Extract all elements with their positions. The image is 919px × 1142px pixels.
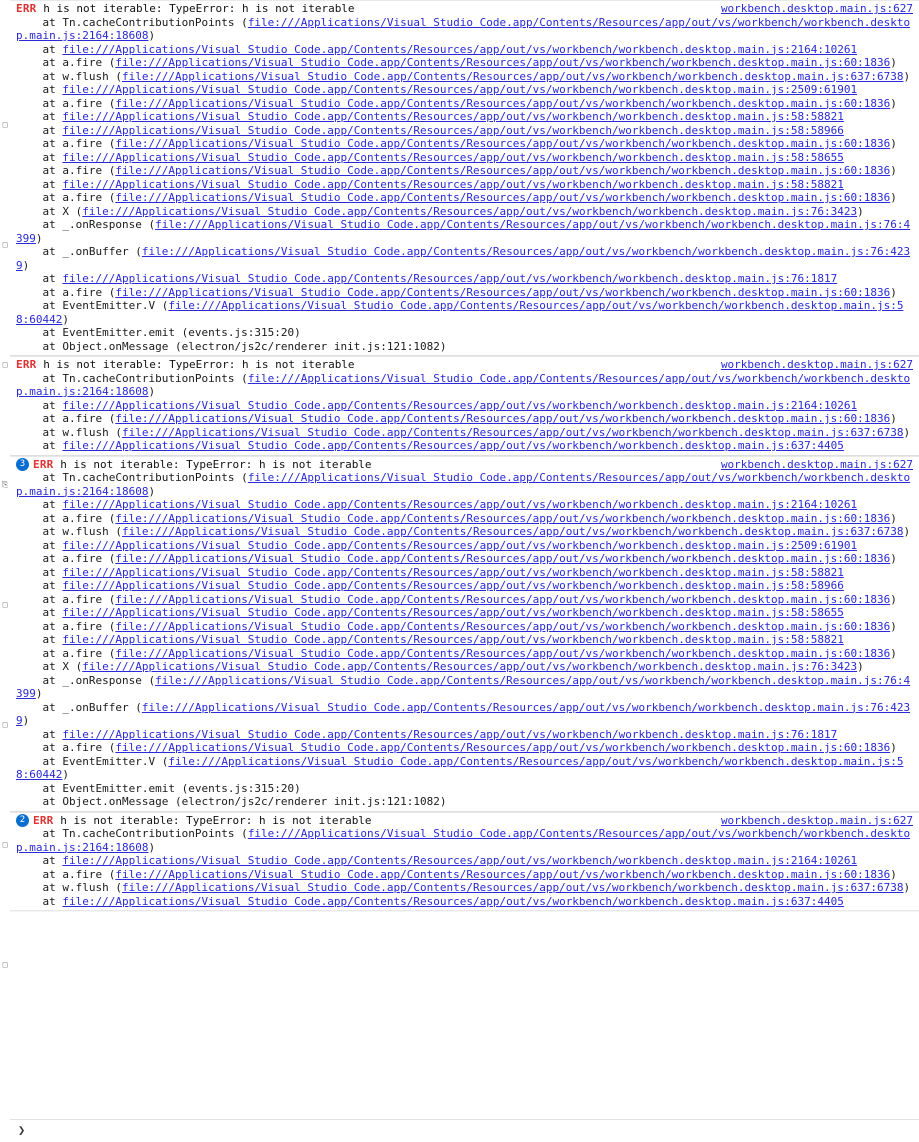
source-location-link[interactable]: file:///Applications/Visual Studio Code.app/Contents/Resources/app/out/vs/workbench/workbench.desktop.main.js:2164:18608 <box>16 371 911 398</box>
stack-frame-line[interactable] <box>10 552 919 566</box>
stack-frame-line[interactable] <box>10 895 919 909</box>
error-header-row[interactable] <box>10 458 919 472</box>
stack-frame-line[interactable] <box>10 439 919 453</box>
stack-frame-line[interactable] <box>10 620 919 634</box>
stack-frame-suffix: ) <box>35 231 43 245</box>
stack-frame-prefix: at _.onResponse ( <box>16 218 156 231</box>
console-input-row[interactable] <box>10 1119 919 1142</box>
stack-frame-line[interactable] <box>10 755 919 782</box>
stack-frame-prefix: at a.fire ( <box>16 511 116 525</box>
stack-frame-suffix: ) <box>890 511 897 525</box>
stack-frame-line[interactable] <box>10 70 919 84</box>
console-error-block[interactable] <box>10 812 919 912</box>
source-location-link[interactable]: file:///Applications/Visual Studio Code.app/Contents/Resources/app/out/vs/workbench/workbench.desktop.main.js:60:1836 <box>115 412 891 425</box>
stack-frame-suffix: ) <box>890 592 897 606</box>
stack-frame-prefix: at <box>16 579 63 592</box>
stack-frame-suffix: ) <box>857 204 864 218</box>
stack-frame-suffix: ) <box>35 687 43 700</box>
stack-frame-prefix: at <box>16 42 63 56</box>
stack-frame-suffix: ) <box>890 164 897 177</box>
stack-frame-prefix: at w.flush ( <box>16 881 122 894</box>
stack-frame-suffix: ) <box>890 96 897 110</box>
stack-frame-prefix: at a.fire ( <box>16 137 116 150</box>
stack-frame-prefix: at X ( <box>16 660 83 673</box>
stack-frame-line[interactable] <box>10 299 919 326</box>
stack-frame-suffix: ) <box>890 619 897 633</box>
stack-frame-line[interactable] <box>10 566 919 580</box>
stack-frame-suffix: ) <box>903 69 911 83</box>
source-location-link[interactable]: file:///Applications/Visual Studio Code.app/Contents/Resources/app/out/vs/workbench/workbench.desktop.main.js:76:1817 <box>62 272 838 285</box>
source-location-link[interactable]: file:///Applications/Visual Studio Code.app/Contents/Resources/app/out/vs/workbench/workbench.desktop.main.js:58:58655 <box>62 606 844 619</box>
stack-frame-text: at Object.onMessage (electron/js2c/renderer init.js:121:1082) <box>16 795 447 808</box>
stack-frame-suffix: ) <box>903 525 911 538</box>
stack-frame-text: at Object.onMessage (electron/js2c/renderer init.js:121:1082) <box>16 339 447 353</box>
error-level-label: ERR <box>33 457 61 471</box>
stack-frame-suffix: ) <box>890 285 897 299</box>
source-location-link[interactable]: file:///Applications/Visual Studio Code.app/Contents/Resources/app/out/vs/workbench/workbench.desktop.main.js:637:4405 <box>62 894 844 908</box>
source-location-link[interactable]: file:///Applications/Visual Studio Code.app/Contents/Resources/app/out/vs/workbench/workbench.desktop.main.js:2164:10261 <box>62 398 858 412</box>
source-location-link[interactable]: file:///Applications/Visual Studio Code.app/Contents/Resources/app/out/vs/workbench/workbench.desktop.main.js:60:1836 <box>115 56 891 69</box>
stack-frame-line[interactable] <box>10 512 919 526</box>
source-location-link[interactable]: file:///Applications/Visual Studio Code.app/Contents/Resources/app/out/vs/workbench/workbench.desktop.main.js:60:1836 <box>115 552 891 565</box>
error-source-link[interactable]: workbench.desktop.main.js:627 <box>720 457 913 471</box>
stack-frame-suffix: ) <box>148 385 156 398</box>
source-location-link[interactable]: file:///Applications/Visual Studio Code.app/Contents/Resources/app/out/vs/workbench/workbench.desktop.main.js:2509:61901 <box>62 538 858 552</box>
error-message-text: h is not iterable: TypeError: h is not iterable <box>43 358 355 371</box>
stack-frame-prefix: at a.fire ( <box>16 164 116 177</box>
rail-glyph: □ <box>2 600 8 609</box>
rail-glyph: □ <box>2 120 8 129</box>
rail-glyph: □ <box>2 720 8 729</box>
source-location-link[interactable]: file:///Applications/Visual Studio Code.app/Contents/Resources/app/out/vs/workbench/workbench.desktop.main.js:637:4405 <box>62 439 844 452</box>
stack-frame-line[interactable] <box>10 191 919 205</box>
chevron-right-icon[interactable]: ❯ <box>18 1123 26 1137</box>
source-location-link[interactable]: file:///Applications/Visual Studio Code.app/Contents/Resources/app/out/vs/workbench/workbench.desktop.main.js:58:58821 <box>62 110 844 123</box>
stack-frame-line[interactable] <box>10 110 919 124</box>
stack-frame-suffix: ) <box>22 258 30 272</box>
stack-frame-suffix: ) <box>148 840 156 854</box>
stack-frame-suffix: ) <box>890 137 897 150</box>
stack-frame-prefix: at <box>16 123 63 137</box>
stack-frame-prefix: at a.fire ( <box>16 592 116 606</box>
stack-frame-suffix: ) <box>148 29 156 42</box>
stack-frame-line[interactable] <box>10 782 919 796</box>
stack-frame-prefix: at a.fire ( <box>16 56 116 69</box>
stack-frame-prefix: at w.flush ( <box>16 425 122 439</box>
stack-frame-prefix: at <box>16 606 63 619</box>
stack-frame-prefix: at <box>16 150 63 164</box>
source-location-link[interactable]: file:///Applications/Visual Studio Code.app/Contents/Resources/app/out/vs/workbench/workbench.desktop.main.js:76:4239 <box>16 245 911 272</box>
source-location-link[interactable]: file:///Applications/Visual Studio Code.app/Contents/Resources/app/out/vs/workbench/workbench.desktop.main.js:58:58655 <box>62 150 844 164</box>
stack-frame-prefix: at <box>16 894 63 908</box>
source-location-link[interactable]: file:///Applications/Visual Studio Code.app/Contents/Resources/app/out/vs/workbench/workbench.desktop.main.js:637:6738 <box>121 425 904 439</box>
stack-frame-prefix: at <box>16 398 63 412</box>
stack-frame-prefix: at <box>16 854 63 867</box>
source-location-link[interactable]: file:///Applications/Visual Studio Code.app/Contents/Resources/app/out/vs/workbench/workbench.desktop.main.js:637:6738 <box>121 525 904 538</box>
stack-frame-suffix: ) <box>890 191 897 204</box>
error-header-row[interactable] <box>10 2 919 16</box>
source-location-link[interactable]: file:///Applications/Visual Studio Code.app/Contents/Resources/app/out/vs/workbench/workbench.desktop.main.js:2164:18608 <box>16 471 911 498</box>
console-error-block[interactable] <box>10 356 919 456</box>
source-location-link[interactable]: file:///Applications/Visual Studio Code.app/Contents/Resources/app/out/vs/workbench/workbench.desktop.main.js:60:1836 <box>115 741 891 754</box>
source-location-link[interactable]: file:///Applications/Visual Studio Code.app/Contents/Resources/app/out/vs/workbench/workbench.desktop.main.js:60:1836 <box>115 96 891 110</box>
stack-frame-line[interactable] <box>10 426 919 440</box>
stack-frame-line[interactable] <box>10 205 919 219</box>
source-location-link[interactable]: file:///Applications/Visual Studio Code.app/Contents/Resources/app/out/vs/workbench/workbench.desktop.main.js:58:58966 <box>62 579 844 592</box>
rail-glyph: □ <box>2 240 8 249</box>
source-location-link[interactable]: file:///Applications/Visual Studio Code.app/Contents/Resources/app/out/vs/workbench/workbench.desktop.main.js:2164:10261 <box>62 42 858 56</box>
source-location-link[interactable]: file:///Applications/Visual Studio Code.app/Contents/Resources/app/out/vs/workbench/workbench.desktop.main.js:60:1836 <box>115 619 891 633</box>
source-location-link[interactable]: file:///Applications/Visual Studio Code.app/Contents/Resources/app/out/vs/workbench/workbench.desktop.main.js:76:1817 <box>62 727 838 741</box>
stack-frame-prefix: at <box>16 538 63 552</box>
rail-glyph: ⎘ <box>1 480 9 489</box>
stack-frame-prefix: at <box>16 110 63 123</box>
stack-frame-suffix: ) <box>890 412 897 425</box>
source-location-link[interactable]: file:///Applications/Visual Studio Code.app/Contents/Resources/app/out/vs/workbench/workbench.desktop.main.js:76:4399 <box>16 218 911 245</box>
stack-frame-prefix: at <box>16 177 63 191</box>
error-message-text: h is not iterable: TypeError: h is not iterable <box>43 2 355 15</box>
source-location-link[interactable]: file:///Applications/Visual Studio Code.app/Contents/Resources/app/out/vs/workbench/workbench.desktop.main.js:60:1836 <box>115 191 891 204</box>
stack-frame-suffix: ) <box>890 552 897 565</box>
stack-frame-suffix: ) <box>890 867 897 881</box>
stack-frame-suffix: ) <box>857 660 864 673</box>
stack-frame-suffix: ) <box>903 425 911 439</box>
source-location-link[interactable]: file:///Applications/Visual Studio Code.app/Contents/Resources/app/out/vs/workbench/workbench.desktop.main.js:60:1836 <box>115 137 891 150</box>
stack-frame-suffix: ) <box>890 56 897 69</box>
stack-frame-line[interactable] <box>10 660 919 674</box>
source-location-link[interactable]: file:///Applications/Visual Studio Code.app/Contents/Resources/app/out/vs/workbench/workbench.desktop.main.js:58:58966 <box>62 123 844 137</box>
stack-frame-line[interactable] <box>10 340 919 354</box>
stack-frame-line[interactable] <box>10 137 919 151</box>
stack-frame-prefix: at a.fire ( <box>16 619 116 633</box>
source-location-link[interactable]: file:///Applications/Visual Studio Code.app/Contents/Resources/app/out/vs/workbench/workbench.desktop.main.js:60:1836 <box>115 511 891 525</box>
stack-frame-line[interactable] <box>10 178 919 192</box>
stack-frame-prefix: at Tn.cacheContributionPoints ( <box>16 15 248 29</box>
stack-frame-prefix: at a.fire ( <box>16 285 116 299</box>
stack-frame-prefix: at <box>16 565 63 579</box>
stack-frame-line[interactable] <box>10 372 919 399</box>
error-level-label: ERR <box>33 813 61 827</box>
stack-frame-prefix: at X ( <box>16 204 83 218</box>
stack-frame-line[interactable] <box>10 97 919 111</box>
stack-frame-prefix: at _.onResponse ( <box>16 673 156 687</box>
stack-frame-suffix: ) <box>903 881 911 894</box>
source-location-link[interactable]: file:///Applications/Visual Studio Code.app/Contents/Resources/app/out/vs/workbench/workbench.desktop.main.js:76:3423 <box>82 660 858 673</box>
stack-frame-prefix: at a.fire ( <box>16 412 116 425</box>
stack-frame-prefix: at a.fire ( <box>16 96 116 110</box>
source-location-link[interactable]: file:///Applications/Visual Studio Code.app/Contents/Resources/app/out/vs/workbench/workbench.desktop.main.js:2164:18608 <box>16 15 911 42</box>
source-location-link[interactable]: file:///Applications/Visual Studio Code.app/Contents/Resources/app/out/vs/workbench/workbench.desktop.main.js:58:58821 <box>62 633 844 646</box>
stack-frame-suffix: ) <box>62 312 69 326</box>
stack-frame-prefix: at w.flush ( <box>16 69 122 83</box>
stack-frame-line[interactable] <box>10 16 919 43</box>
stack-frame-prefix: at EventEmitter.V ( <box>16 754 169 768</box>
stack-frame-line[interactable] <box>10 399 919 413</box>
source-location-link[interactable]: file:///Applications/Visual Studio Code.app/Contents/Resources/app/out/vs/workbench/workbench.desktop.main.js:76:4399 <box>16 673 911 700</box>
stack-frame-line[interactable] <box>10 881 919 895</box>
stack-frame-suffix: ) <box>62 768 69 781</box>
error-source-link[interactable]: workbench.desktop.main.js:627 <box>720 813 913 827</box>
source-location-link[interactable]: file:///Applications/Visual Studio Code.app/Contents/Resources/app/out/vs/workbench/workbench.desktop.main.js:637:6738 <box>121 69 904 83</box>
error-level-label: ERR <box>16 2 44 15</box>
stack-frame-line[interactable] <box>10 827 919 854</box>
source-location-link[interactable]: file:///Applications/Visual Studio Code.app/Contents/Resources/app/out/vs/workbench/workbench.desktop.main.js:76:3423 <box>82 204 858 218</box>
repeat-count-badge: 3 <box>16 458 29 471</box>
source-location-link[interactable]: file:///Applications/Visual Studio Code.app/Contents/Resources/app/out/vs/workbench/workbench.desktop.main.js:76:4239 <box>16 700 911 727</box>
stack-frame-line[interactable] <box>10 633 919 647</box>
stack-frame-line[interactable] <box>10 647 919 661</box>
stack-frame-prefix: at EventEmitter.V ( <box>16 299 169 312</box>
stack-frame-line[interactable] <box>10 218 919 245</box>
source-location-link[interactable]: file:///Applications/Visual Studio Code.app/Contents/Resources/app/out/vs/workbench/workbench.desktop.main.js:58:58821 <box>62 565 844 579</box>
source-location-link[interactable]: file:///Applications/Visual Studio Code.app/Contents/Resources/app/out/vs/workbench/workbench.desktop.main.js:60:1836 <box>115 164 891 177</box>
error-level-label: ERR <box>16 358 44 371</box>
source-location-link[interactable]: file:///Applications/Visual Studio Code.app/Contents/Resources/app/out/vs/workbench/workbench.desktop.main.js:60:1836 <box>115 646 891 660</box>
stack-frame-prefix: at _.onBuffer ( <box>16 700 142 714</box>
stack-frame-suffix: ) <box>22 714 30 727</box>
stack-frame-line[interactable] <box>10 525 919 539</box>
stack-frame-prefix: at <box>16 439 63 452</box>
debug-console-panel[interactable] <box>10 0 919 1142</box>
stack-frame-line[interactable] <box>10 245 919 272</box>
stack-frame-prefix: at <box>16 633 63 646</box>
rail-glyph: □ <box>2 840 8 849</box>
error-header-row[interactable] <box>10 814 919 828</box>
stack-frame-prefix: at <box>16 498 63 511</box>
stack-frame-line[interactable] <box>10 412 919 426</box>
stack-frame-prefix: at a.fire ( <box>16 741 116 754</box>
stack-frame-prefix: at <box>16 727 63 741</box>
console-output[interactable] <box>10 0 919 911</box>
stack-frame-line[interactable] <box>10 124 919 138</box>
console-error-block[interactable] <box>10 456 919 812</box>
stack-frame-line[interactable] <box>10 498 919 512</box>
error-message-text: h is not iterable: TypeError: h is not iterable <box>60 813 372 827</box>
source-location-link[interactable]: file:///Applications/Visual Studio Code.app/Contents/Resources/app/out/vs/workbench/workbench.desktop.main.js:60:1836 <box>115 867 891 881</box>
stack-frame-line[interactable] <box>10 326 919 340</box>
source-location-link[interactable]: file:///Applications/Visual Studio Code.app/Contents/Resources/app/out/vs/workbench/workbench.desktop.main.js:58:58821 <box>62 177 844 191</box>
source-location-link[interactable]: file:///Applications/Visual Studio Code.app/Contents/Resources/app/out/vs/workbench/workbench.desktop.main.js:60:1836 <box>115 285 891 299</box>
stack-frame-prefix: at a.fire ( <box>16 646 116 660</box>
stack-frame-line[interactable] <box>10 728 919 742</box>
stack-frame-prefix: at Tn.cacheContributionPoints ( <box>16 471 248 484</box>
stack-frame-line[interactable] <box>10 593 919 607</box>
stack-frame-line[interactable] <box>10 868 919 882</box>
rail-glyph: □ <box>2 360 8 369</box>
stack-frame-text: at EventEmitter.emit (events.js:315:20) <box>16 326 301 339</box>
source-location-link[interactable]: file:///Applications/Visual Studio Code.app/Contents/Resources/app/out/vs/workbench/workbench.desktop.main.js:60:1836 <box>115 592 891 606</box>
stack-frame-line[interactable] <box>10 471 919 498</box>
stack-frame-prefix: at a.fire ( <box>16 867 116 881</box>
stack-frame-prefix: at a.fire ( <box>16 552 116 565</box>
source-location-link[interactable]: file:///Applications/Visual Studio Code.app/Contents/Resources/app/out/vs/workbench/workbench.desktop.main.js:2509:61901 <box>62 83 858 96</box>
console-error-block[interactable] <box>10 0 919 356</box>
stack-frame-prefix: at w.flush ( <box>16 525 122 538</box>
repeat-count-badge: 2 <box>16 814 29 827</box>
error-header-row[interactable] <box>10 358 919 372</box>
error-message-text: h is not iterable: TypeError: h is not iterable <box>60 457 372 471</box>
rail-glyph: □ <box>2 960 8 969</box>
stack-frame-prefix: at a.fire ( <box>16 191 116 204</box>
stack-frame-prefix: at Tn.cacheContributionPoints ( <box>16 827 248 840</box>
stack-frame-line[interactable] <box>10 43 919 57</box>
error-source-link[interactable]: workbench.desktop.main.js:627 <box>720 358 913 371</box>
stack-frame-line[interactable] <box>10 272 919 286</box>
stack-frame-line[interactable] <box>10 701 919 728</box>
stack-frame-line[interactable] <box>10 741 919 755</box>
stack-frame-prefix: at _.onBuffer ( <box>16 245 142 258</box>
stack-frame-line[interactable] <box>10 539 919 553</box>
stack-frame-line[interactable] <box>10 674 919 701</box>
stack-frame-line[interactable] <box>10 795 919 809</box>
stack-frame-text: at EventEmitter.emit (events.js:315:20) <box>16 781 301 795</box>
stack-frame-prefix: at <box>16 272 63 285</box>
stack-frame-suffix: ) <box>890 646 897 660</box>
stack-frame-line[interactable] <box>10 164 919 178</box>
source-location-link[interactable]: file:///Applications/Visual Studio Code.app/Contents/Resources/app/out/vs/workbench/workbench.desktop.main.js:58:60442 <box>16 299 904 326</box>
stack-frame-suffix: ) <box>148 484 156 498</box>
stack-frame-suffix: ) <box>890 741 897 754</box>
error-source-link[interactable]: workbench.desktop.main.js:627 <box>720 2 913 15</box>
source-location-link[interactable]: file:///Applications/Visual Studio Code.app/Contents/Resources/app/out/vs/workbench/workbench.desktop.main.js:2164:10261 <box>62 854 858 867</box>
source-location-link[interactable]: file:///Applications/Visual Studio Code.app/Contents/Resources/app/out/vs/workbench/workbench.desktop.main.js:58:60442 <box>16 754 904 781</box>
source-location-link[interactable]: file:///Applications/Visual Studio Code.app/Contents/Resources/app/out/vs/workbench/workbench.desktop.main.js:637:6738 <box>121 881 904 894</box>
stack-frame-line[interactable] <box>10 56 919 70</box>
stack-frame-line[interactable] <box>10 606 919 620</box>
stack-frame-prefix: at Tn.cacheContributionPoints ( <box>16 371 248 385</box>
stack-frame-line[interactable] <box>10 286 919 300</box>
stack-frame-line[interactable] <box>10 83 919 97</box>
stack-frame-line[interactable] <box>10 854 919 868</box>
stack-frame-line[interactable] <box>10 151 919 165</box>
stack-frame-prefix: at <box>16 83 63 96</box>
source-location-link[interactable]: file:///Applications/Visual Studio Code.app/Contents/Resources/app/out/vs/workbench/workbench.desktop.main.js:2164:10261 <box>62 498 858 511</box>
source-location-link[interactable]: file:///Applications/Visual Studio Code.app/Contents/Resources/app/out/vs/workbench/workbench.desktop.main.js:2164:18608 <box>16 827 911 854</box>
stack-frame-line[interactable] <box>10 579 919 593</box>
